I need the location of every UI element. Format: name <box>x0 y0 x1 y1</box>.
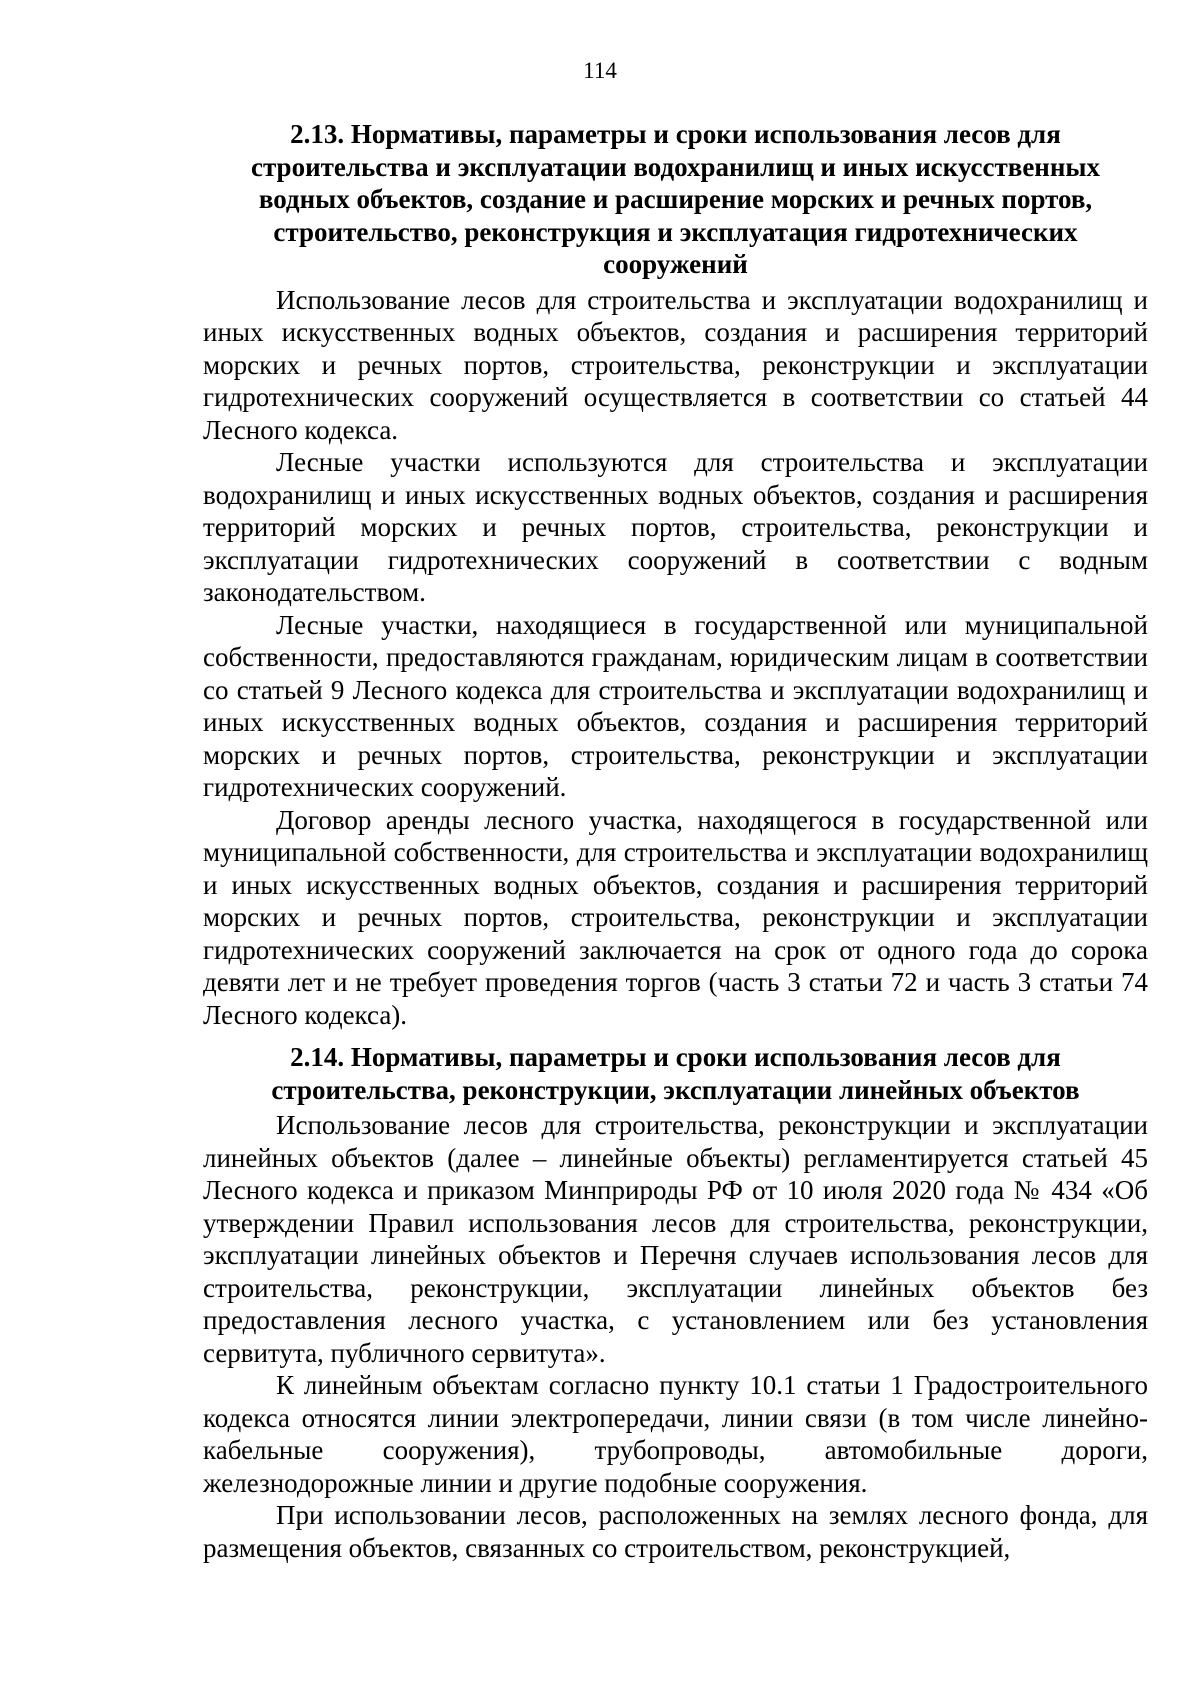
section-heading: 2.13. Нормативы, параметры и сроки использования лесов для строительства и эксплуатации водохранилищ и иных искусственных водных объектов, создание и расширение морских и речных портов, строительство, реконструкция и эксплуатация гидротехнических сооружений <box>250 119 1100 279</box>
paragraph: К линейным объектам согласно пункту 10.1 статьи 1 Градостроительного кодекса относятся линии электропередачи, линии связи (в том числе линейно-кабельные сооружения), трубопроводы, автомобильные дороги, железнодорожные линии и другие подобные сооружения. <box>203 1370 1148 1498</box>
section-2-13 <box>203 118 1148 1031</box>
paragraph: Использование лесов для строительства, реконструкции и эксплуатации линейных объектов (далее – линейные объекты) регламентируется статьей 45 Лесного кодекса и приказом Минприроды РФ от 10 июля 2020 года № 434 «Об утверждении Правил использования лесов для строительства, реконструкции, эксплуатации линейных объектов и Перечня случаев использования лесов для строительства, реконструкции, эксплуатации линейных объектов без предоставления лесного участка, с установлением или без установления сервитута, публичного сервитута». <box>203 1110 1148 1368</box>
page-content <box>203 118 1148 1564</box>
paragraph: Лесные участки, находящиеся в государственной или муниципальной собственности, предоставляются гражданам, юридическим лицам в соответствии со статьей 9 Лесного кодекса для строительства и эксплуатации водохранилищ и иных искусственных водных объектов, создания и расширения территорий морских и речных портов, строительства, реконструкции и эксплуатации гидротехнических сооружений. <box>203 609 1148 802</box>
paragraph: Использование лесов для строительства и эксплуатации водохранилищ и иных искусственных водных объектов, создания и расширения территорий морских и речных портов, строительства, реконструкции и эксплуатации гидротехнических сооружений осуществляется в соответствии со статьей 44 Лесного кодекса. <box>203 284 1148 445</box>
paragraph: При использовании лесов, расположенных на землях лесного фонда, для размещения объектов, связанных со строительством, реконструкцией, <box>203 1500 1148 1563</box>
section-heading: 2.14. Нормативы, параметры и сроки использования лесов для строительства, реконструкции, эксплуатации линейных объектов <box>271 1042 1080 1105</box>
paragraph: Договор аренды лесного участка, находящегося в государственной или муниципальной собственности, для строительства и эксплуатации водохранилищ и иных искусственных водных объектов, создания и расширения территорий морских и речных портов, строительства, реконструкции и эксплуатации гидротехнических сооружений заключается на срок от одного года до сорока девяти лет и не требует проведения торгов (часть 3 статьи 72 и часть 3 статьи 74 Лесного кодекса). <box>203 804 1148 1030</box>
paragraph: Лесные участки используются для строительства и эксплуатации водохранилищ и иных искусственных водных объектов, создания и расширения территорий морских и речных портов, строительства, реконструкции и эксплуатации гидротехнических сооружений в соответствии с водным законодательством. <box>203 447 1148 607</box>
page-number: 114 <box>583 58 617 83</box>
section-2-14 <box>203 1041 1148 1564</box>
